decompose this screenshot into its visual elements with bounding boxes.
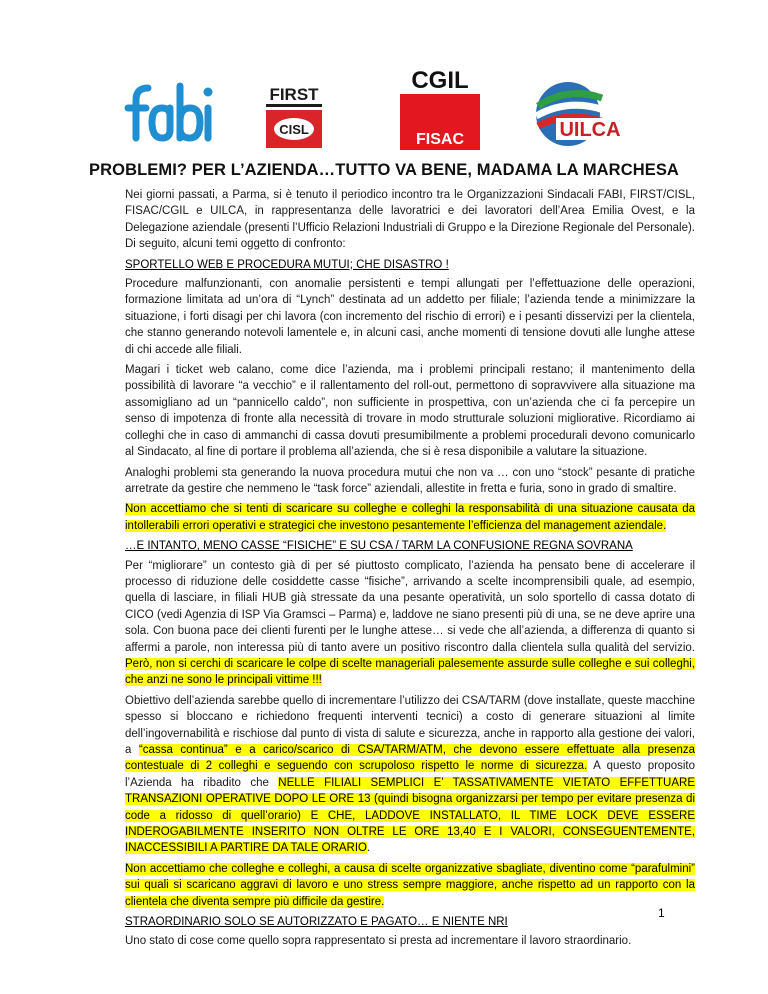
- document-body: [125, 187, 695, 954]
- paragraph: Magari i ticket web calano, come dice l’azienda, ma i problemi principali restano; il mantenimento della possibilità di lavorare “a vecchio” e il rallentamento del roll-out, permettono di sopravvivere alla situazione ma assomigliano ad un “pannicello caldo”, non sufficiente in prospettiva, con un’azienda che ci fa percepire un senso di impotenza di fronte alla necessità di trovare in modo strutturale soluzioni migliorative. Ricordiamo ai colleghi che in caso di ammanchi di cassa dovuti presumibilmente a problemi procedurali devono comunicarlo al Sindacato, al fine di portare il problema all’azienda, che si è resa disponibile a valutare la situazione.: [125, 364, 695, 459]
- paragraph-text: Obiettivo dell’azienda sarebbe quello di incrementare l’utilizzo dei CSA/TARM (dove installate, queste macchine spesso si bloccano e richiedono frequenti interventi tecnici) a costo di generare situazioni al limite dell’ingovernabilità e rischiose dal punto di vista di salute e sicurezza, anche in rapporto alla gestione dei valori, a: [125, 694, 695, 756]
- highlight-text: Non accettiamo che si tenti di scaricare su colleghe e colleghi la responsabilità di una situazione causata da intollerabili errori operativi e strategici che investono pesantemente l’efficienza del management aziendale.: [125, 503, 695, 532]
- paragraph: [125, 693, 695, 857]
- cisl-text: CISL: [279, 122, 309, 137]
- highlight-text: “cassa continua” e a carico/scarico di CSA/TARM/ATM, che devono essere effettuate alla presenza contestuale di 2 colleghi e seguendo con scrupoloso rispetto le norme di sicurezza.: [125, 744, 695, 773]
- paragraph: Analoghi problemi sta generando la nuova procedura mutui che non va … con uno “stock” pesante di pratiche arretrate da gestire che nemmeno le “task force” aziendali, allestite in fretta e furia, sono in grado di smaltire.: [125, 466, 695, 495]
- paragraph: [125, 558, 695, 689]
- section-heading-sportello: SPORTELLO WEB E PROCEDURA MUTUI; CHE DISASTRO !: [125, 258, 449, 271]
- highlight-text: Non accettiamo che colleghe e colleghi, a causa di scelte organizzative sbagliate, diventino come “parafulmini” sui quali si scaricano aggravi di lavoro e uno stress sempre maggiore, anche rispetto ad un rapporto con la clientela che diventa sempre più difficile da gestire.: [125, 862, 695, 908]
- cgil-text: CGIL: [411, 67, 469, 94]
- first-text: FIRST: [269, 85, 319, 104]
- fisac-text: FISAC: [416, 131, 464, 148]
- section-heading-casse: …E INTANTO, MENO CASSE “FISICHE” E SU CSA / TARM LA CONFUSIONE REGNA SOVRANA: [125, 540, 633, 553]
- highlight-text: NELLE FILIALI SEMPLICI E’ TASSATIVAMENTE VIETATO EFFETTUARE TRANSAZIONI OPERATIVE DOPO LE ORE 13 (quindi bisogna organizzarsi per tempo per evitare presenza di code a ridosso di quell’orario) E CHE, LADDOVE INSTALLATO, IL TIME LOCK DEVE ESSERE INDEROGABILMENTE INSERITO NON OLTRE LE ORE 13,40 E I VALORI, CONSEGUENTEMENTE, INACCESSIBILI A PARTIRE DA TALE ORARIO: [125, 776, 695, 855]
- paragraph-text: A questo proposito l’Azienda ha ribadito che: [125, 760, 696, 789]
- logos-bar: [0, 64, 768, 156]
- paragraph: Uno stato di cose come quello sopra rappresentato si presta ad incrementare il lavoro straordinario.: [125, 935, 632, 948]
- uilca-text: UILCA: [559, 119, 621, 141]
- uilca-logo: [528, 76, 628, 148]
- fabi-text: fabi: [122, 148, 124, 149]
- paragraph: Procedure malfunzionanti, con anomalie persistenti e tempi allungati per l’effettuazione delle operazioni, formazione limitata ad un’ora di “Lynch” destinata ad un addetto per filiale; l’azienda tende a minimizzare la situazione, i forti disagi per chi lavora (con incremento del rischio di errori) e i pesanti disservizi per la clientela, che stanno generando notevoli lamentele e, in alcuni casi, anche momenti di tensione dovuti alle lunghe attese di chi accede alle filiali.: [125, 278, 695, 356]
- highlighted-paragraph: [125, 861, 695, 910]
- fabi-logo: [122, 78, 212, 148]
- paragraph-text: Per “migliorare” un contesto già di per sé piuttosto complicato, l’azienda ha pensato bene di accelerare il processo di riduzione delle cosiddette casse “fisiche”, arrivando a scelte incomprensibili quale, ad esempio, quella di lasciare, in filiali HUB già stressate da una pesante operatività, un solo sportello di cassa dotato di CICO (vedi Agenzia di ISP Via Gramsci – Parma) e, laddove ne siano presenti più di una, se ne deve aprire una sola. Con buona pace dei clienti furenti per le lunghe attese… si vede che all’azienda, a differenza di quanto si affermi a parole, non interessa più di tanto avere un positivo riscontro dalla clientela sulla qualità del servizio.: [125, 559, 695, 654]
- paragraph-end: .: [367, 842, 371, 855]
- highlighted-paragraph: [125, 501, 695, 534]
- highlight-text: Però, non si cerchi di scaricare le colpe di scelte manageriali palesemente assurde sulle colleghe e sui colleghi, che anzi ne sono le principali vittime !!!: [125, 657, 695, 687]
- section-heading-straordinario: STRAORDINARIO SOLO SE AUTORIZZATO E PAGATO… E NIENTE NRI: [125, 916, 508, 929]
- page-number: 1: [658, 906, 665, 920]
- intro-paragraph: Nei giorni passati, a Parma, si è tenuto il periodico incontro tra le Organizzazioni Sindacali FABI, FIRST/CISL, FISAC/CGIL e UILCA, in rappresentanza delle lavoratrici e dei lavoratori dell’Area Emilia Ovest, e la Delegazione aziendale (presenti l’Ufficio Relazioni Industriali di Gruppo e la Direzione Regionale del Personale). Di seguito, alcuni temi oggetto di confronto:: [125, 189, 695, 251]
- cgil-fisac-logo: [398, 68, 482, 152]
- page-title: PROBLEMI? PER L’AZIENDA…TUTTO VA BENE, MADAMA LA MARCHESA: [89, 161, 679, 179]
- first-cisl-logo: [262, 84, 326, 150]
